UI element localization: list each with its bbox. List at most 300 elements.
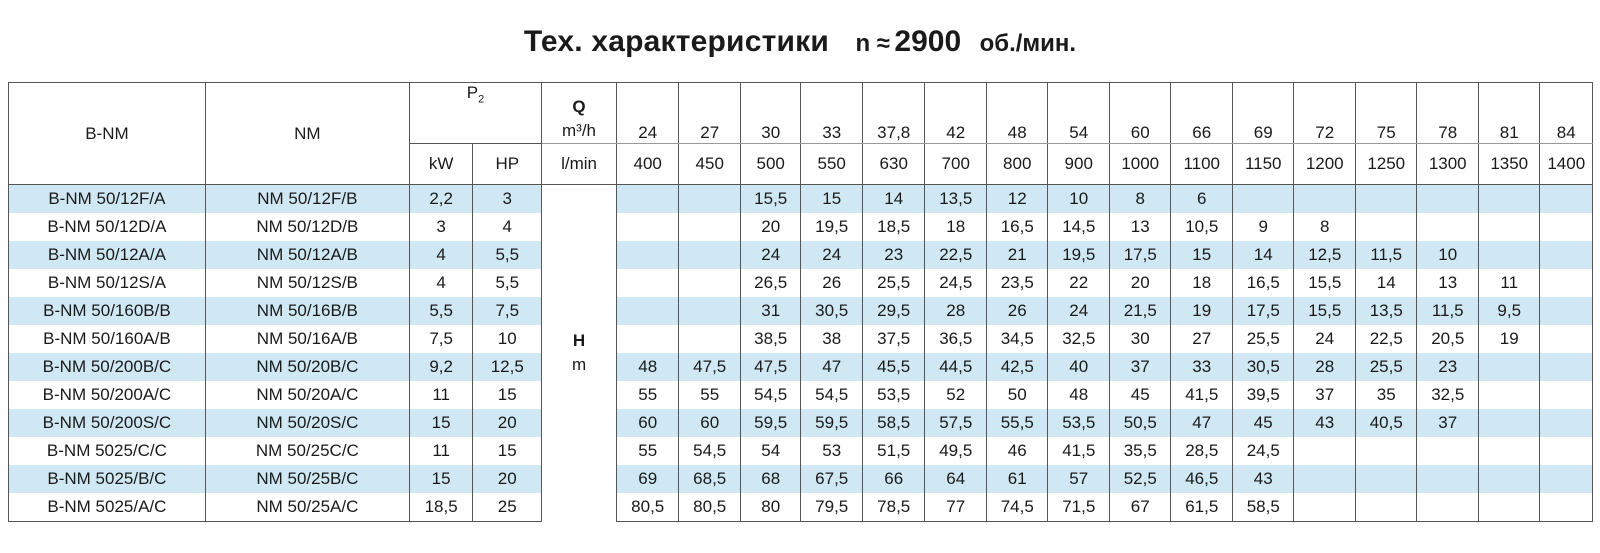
header-p2-sub: 2	[478, 93, 485, 106]
head-value	[1540, 241, 1593, 269]
head-value	[679, 241, 741, 269]
power-hp: 5,5	[473, 241, 542, 269]
flow-m3h-4: 37,8	[862, 83, 925, 144]
head-value: 50	[986, 381, 1048, 409]
head-value: 78,5	[862, 493, 925, 522]
head-value: 80,5	[679, 493, 741, 522]
head-value	[1294, 493, 1356, 522]
head-value: 55	[616, 381, 679, 409]
head-value: 18	[1171, 269, 1233, 297]
head-value	[1540, 297, 1593, 325]
head-value: 14,5	[1048, 213, 1110, 241]
table-row	[9, 353, 1593, 381]
power-kw: 18,5	[409, 493, 473, 522]
flow-lmin-4: 630	[862, 144, 925, 185]
header-bnm: B-NM	[9, 83, 206, 185]
flow-lmin-14: 1350	[1478, 144, 1540, 185]
head-value: 30,5	[1232, 353, 1294, 381]
head-value: 33	[1171, 353, 1233, 381]
model-bnm: B-NM 50/200A/C	[9, 381, 206, 409]
head-value	[1355, 213, 1417, 241]
head-value: 20	[1109, 269, 1171, 297]
head-value	[616, 297, 679, 325]
head-value: 10	[1048, 185, 1110, 214]
flow-m3h-7: 54	[1048, 83, 1110, 144]
model-nm: NM 50/16A/B	[205, 325, 409, 353]
model-nm: NM 50/20A/C	[205, 381, 409, 409]
flow-lmin-9: 1100	[1171, 144, 1233, 185]
head-value: 77	[925, 493, 987, 522]
head-value: 48	[616, 353, 679, 381]
head-value	[679, 325, 741, 353]
head-value: 59,5	[740, 409, 800, 437]
head-value: 13	[1109, 213, 1171, 241]
head-value: 30	[1109, 325, 1171, 353]
head-value: 39,5	[1232, 381, 1294, 409]
head-value: 47	[801, 353, 863, 381]
power-hp: 20	[473, 409, 542, 437]
spec-table-body	[9, 185, 1593, 522]
head-value: 24	[1294, 325, 1356, 353]
head-value	[1417, 213, 1479, 241]
power-hp: 5,5	[473, 269, 542, 297]
header-q-unit-lmin: l/min	[542, 144, 617, 185]
head-value: 21	[986, 241, 1048, 269]
head-value: 38,5	[740, 325, 800, 353]
head-value	[679, 297, 741, 325]
power-kw: 3	[409, 213, 473, 241]
power-kw: 2,2	[409, 185, 473, 214]
head-value: 32,5	[1417, 381, 1479, 409]
head-value: 19,5	[801, 213, 863, 241]
head-value: 12,5	[1294, 241, 1356, 269]
model-bnm: B-NM 50/200S/C	[9, 409, 206, 437]
flow-m3h-13: 78	[1417, 83, 1479, 144]
head-value	[1355, 185, 1417, 214]
head-value: 29,5	[862, 297, 925, 325]
head-value	[1417, 493, 1479, 522]
spec-table	[8, 82, 1593, 522]
head-value: 14	[1232, 241, 1294, 269]
table-row	[9, 465, 1593, 493]
power-kw: 15	[409, 465, 473, 493]
head-value: 31	[740, 297, 800, 325]
head-value: 58,5	[862, 409, 925, 437]
head-value: 55,5	[986, 409, 1048, 437]
model-bnm: B-NM 50/12S/A	[9, 269, 206, 297]
head-value: 44,5	[925, 353, 987, 381]
head-value: 53	[801, 437, 863, 465]
head-value: 27	[1171, 325, 1233, 353]
header-q-label: Q	[572, 97, 586, 116]
head-value: 23,5	[986, 269, 1048, 297]
power-kw: 5,5	[409, 297, 473, 325]
head-value: 45	[1232, 409, 1294, 437]
head-value: 26,5	[740, 269, 800, 297]
head-value: 14	[862, 185, 925, 214]
head-value: 42,5	[986, 353, 1048, 381]
head-value: 36,5	[925, 325, 987, 353]
flow-m3h-2: 30	[740, 83, 800, 144]
model-bnm: B-NM 5025/C/C	[9, 437, 206, 465]
head-value	[616, 185, 679, 214]
head-value	[1355, 465, 1417, 493]
power-kw: 4	[409, 269, 473, 297]
model-nm: NM 50/25A/C	[205, 493, 409, 522]
flow-m3h-3: 33	[801, 83, 863, 144]
head-value: 58,5	[1232, 493, 1294, 522]
head-value	[1540, 409, 1593, 437]
head-value: 41,5	[1048, 437, 1110, 465]
page-title	[0, 0, 1600, 84]
head-value	[616, 325, 679, 353]
head-value	[1478, 437, 1540, 465]
head-value: 13	[1417, 269, 1479, 297]
model-bnm: B-NM 50/160B/B	[9, 297, 206, 325]
head-value: 37,5	[862, 325, 925, 353]
head-value: 18	[925, 213, 987, 241]
flow-lmin-15: 1400	[1540, 144, 1593, 185]
head-value: 30,5	[801, 297, 863, 325]
header-q	[542, 83, 617, 144]
power-hp: 3	[473, 185, 542, 214]
model-bnm: B-NM 5025/B/C	[9, 465, 206, 493]
head-value: 22	[1048, 269, 1110, 297]
table-row	[9, 241, 1593, 269]
head-value	[679, 185, 741, 214]
head-value: 8	[1294, 213, 1356, 241]
head-value	[1478, 213, 1540, 241]
head-value: 80	[740, 493, 800, 522]
flow-lmin-0: 400	[616, 144, 679, 185]
head-value: 45,5	[862, 353, 925, 381]
head-value: 28	[925, 297, 987, 325]
head-value: 47,5	[740, 353, 800, 381]
header-p2-label: P	[466, 83, 479, 102]
head-value	[1232, 185, 1294, 214]
head-value: 34,5	[986, 325, 1048, 353]
head-value: 15,5	[740, 185, 800, 214]
head-value: 19,5	[1048, 241, 1110, 269]
head-value: 15,5	[1294, 297, 1356, 325]
model-bnm: B-NM 5025/A/C	[9, 493, 206, 522]
head-value: 11,5	[1355, 241, 1417, 269]
head-value: 47	[1171, 409, 1233, 437]
head-value: 52	[925, 381, 987, 409]
header-nm: NM	[205, 83, 409, 185]
flow-lmin-8: 1000	[1109, 144, 1171, 185]
head-value: 60	[679, 409, 741, 437]
power-hp: 7,5	[473, 297, 542, 325]
head-value: 59,5	[801, 409, 863, 437]
table-row	[9, 213, 1593, 241]
power-hp: 20	[473, 465, 542, 493]
power-hp: 15	[473, 437, 542, 465]
head-value: 35	[1355, 381, 1417, 409]
head-value: 15,5	[1294, 269, 1356, 297]
head-value: 61	[986, 465, 1048, 493]
head-value: 32,5	[1048, 325, 1110, 353]
head-value: 10	[1417, 241, 1479, 269]
head-value: 54,5	[679, 437, 741, 465]
head-value: 40,5	[1355, 409, 1417, 437]
power-kw: 4	[409, 241, 473, 269]
flow-lmin-7: 900	[1048, 144, 1110, 185]
model-nm: NM 50/12S/B	[205, 269, 409, 297]
head-value: 46,5	[1171, 465, 1233, 493]
flow-lmin-13: 1300	[1417, 144, 1479, 185]
head-label: H	[572, 331, 586, 351]
head-value	[1540, 325, 1593, 353]
power-hp: 4	[473, 213, 542, 241]
head-value: 54,5	[740, 381, 800, 409]
head-value	[1540, 185, 1593, 214]
flow-lmin-1: 450	[679, 144, 741, 185]
title-main: Тех. характеристики	[523, 25, 829, 58]
head-value: 54	[740, 437, 800, 465]
table-row	[9, 437, 1593, 465]
head-value: 12	[986, 185, 1048, 214]
head-value	[1540, 437, 1593, 465]
head-value: 46	[986, 437, 1048, 465]
head-value	[1355, 437, 1417, 465]
head-value: 64	[925, 465, 987, 493]
head-value: 14	[1355, 269, 1417, 297]
head-value	[1478, 353, 1540, 381]
flow-m3h-15: 84	[1540, 83, 1593, 144]
head-value: 41,5	[1171, 381, 1233, 409]
power-hp: 10	[473, 325, 542, 353]
model-nm: NM 50/12D/B	[205, 213, 409, 241]
head-value: 45	[1109, 381, 1171, 409]
head-value: 21,5	[1109, 297, 1171, 325]
head-value: 43	[1294, 409, 1356, 437]
power-kw: 11	[409, 437, 473, 465]
head-value	[1478, 465, 1540, 493]
head-value: 55	[679, 381, 741, 409]
head-value	[1478, 241, 1540, 269]
model-nm: NM 50/12A/B	[205, 241, 409, 269]
head-value: 25,5	[1355, 353, 1417, 381]
head-value: 19	[1171, 297, 1233, 325]
head-value: 47,5	[679, 353, 741, 381]
flow-lmin-10: 1150	[1232, 144, 1294, 185]
power-kw: 9,2	[409, 353, 473, 381]
head-value: 8	[1109, 185, 1171, 214]
head-value: 15	[801, 185, 863, 214]
head-value: 40	[1048, 353, 1110, 381]
head-value: 66	[862, 465, 925, 493]
power-kw: 15	[409, 409, 473, 437]
head-value	[679, 213, 741, 241]
head-value: 13,5	[925, 185, 987, 214]
head-value: 37	[1417, 409, 1479, 437]
head-value: 57,5	[925, 409, 987, 437]
head-value: 28,5	[1171, 437, 1233, 465]
head-value: 18,5	[862, 213, 925, 241]
table-row	[9, 381, 1593, 409]
flow-m3h-5: 42	[925, 83, 987, 144]
head-value	[679, 269, 741, 297]
header-p2	[409, 83, 541, 144]
head-value: 24,5	[1232, 437, 1294, 465]
flow-m3h-10: 69	[1232, 83, 1294, 144]
head-value: 57	[1048, 465, 1110, 493]
head-value: 50,5	[1109, 409, 1171, 437]
model-bnm: B-NM 50/160A/B	[9, 325, 206, 353]
head-value	[1417, 437, 1479, 465]
head-value	[616, 269, 679, 297]
flow-m3h-11: 72	[1294, 83, 1356, 144]
flow-lmin-5: 700	[925, 144, 987, 185]
head-value: 53,5	[1048, 409, 1110, 437]
power-kw: 7,5	[409, 325, 473, 353]
table-row	[9, 185, 1593, 214]
model-nm: NM 50/25C/C	[205, 437, 409, 465]
head-value: 43	[1232, 465, 1294, 493]
title-speed-label: n ≈	[855, 30, 890, 57]
head-value: 22,5	[925, 241, 987, 269]
head-value	[616, 241, 679, 269]
flow-m3h-14: 81	[1478, 83, 1540, 144]
head-value	[1417, 465, 1479, 493]
head-value: 61,5	[1171, 493, 1233, 522]
head-value: 35,5	[1109, 437, 1171, 465]
head-value: 24	[1048, 297, 1110, 325]
head-value: 79,5	[801, 493, 863, 522]
head-value: 37	[1109, 353, 1171, 381]
head-value: 67,5	[801, 465, 863, 493]
head-value	[1540, 213, 1593, 241]
model-bnm: B-NM 50/12F/A	[9, 185, 206, 214]
head-value: 49,5	[925, 437, 987, 465]
head-value: 23	[862, 241, 925, 269]
head-value: 23	[1417, 353, 1479, 381]
header-q-unit-m3h: m³/h	[562, 121, 597, 140]
head-value: 17,5	[1109, 241, 1171, 269]
power-hp: 12,5	[473, 353, 542, 381]
flow-m3h-0: 24	[616, 83, 679, 144]
head-value	[616, 213, 679, 241]
flow-m3h-12: 75	[1355, 83, 1417, 144]
power-hp: 25	[473, 493, 542, 522]
head-value: 13,5	[1355, 297, 1417, 325]
table-row	[9, 269, 1593, 297]
flow-lmin-3: 550	[801, 144, 863, 185]
head-value	[1478, 493, 1540, 522]
table-row	[9, 325, 1593, 353]
flow-m3h-8: 60	[1109, 83, 1171, 144]
head-value: 17,5	[1232, 297, 1294, 325]
model-bnm: B-NM 50/12A/A	[9, 241, 206, 269]
header-row-m3h	[9, 83, 1593, 144]
head-value: 28	[1294, 353, 1356, 381]
model-nm: NM 50/20S/C	[205, 409, 409, 437]
head-value	[1540, 269, 1593, 297]
head-value	[1294, 437, 1356, 465]
table-row	[9, 297, 1593, 325]
head-value: 68	[740, 465, 800, 493]
model-nm: NM 50/20B/C	[205, 353, 409, 381]
model-bnm: B-NM 50/200B/C	[9, 353, 206, 381]
flow-m3h-1: 27	[679, 83, 741, 144]
head-value: 11,5	[1417, 297, 1479, 325]
head-value: 55	[616, 437, 679, 465]
head-value: 6	[1171, 185, 1233, 214]
head-value: 26	[801, 269, 863, 297]
head-value: 19	[1478, 325, 1540, 353]
head-value: 60	[616, 409, 679, 437]
title-speed-value: 2900	[894, 25, 962, 58]
head-value: 16,5	[986, 213, 1048, 241]
flow-lmin-12: 1250	[1355, 144, 1417, 185]
head-value: 22,5	[1355, 325, 1417, 353]
head-label-cell	[542, 185, 617, 522]
head-value: 48	[1048, 381, 1110, 409]
head-value: 51,5	[862, 437, 925, 465]
head-value: 16,5	[1232, 269, 1294, 297]
head-value	[1478, 381, 1540, 409]
flow-lmin-6: 800	[986, 144, 1048, 185]
head-value: 24	[740, 241, 800, 269]
model-bnm: B-NM 50/12D/A	[9, 213, 206, 241]
power-hp: 15	[473, 381, 542, 409]
head-value: 25,5	[1232, 325, 1294, 353]
head-value	[1294, 185, 1356, 214]
flow-lmin-11: 1200	[1294, 144, 1356, 185]
head-unit: m	[571, 355, 587, 375]
head-value: 54,5	[801, 381, 863, 409]
head-value: 74,5	[986, 493, 1048, 522]
table-row	[9, 409, 1593, 437]
head-value	[1540, 493, 1593, 522]
model-nm: NM 50/16B/B	[205, 297, 409, 325]
title-speed-unit: об./мин.	[979, 30, 1077, 57]
head-value: 52,5	[1109, 465, 1171, 493]
head-value: 20	[740, 213, 800, 241]
head-value: 15	[1171, 241, 1233, 269]
head-value: 26	[986, 297, 1048, 325]
head-value	[1355, 493, 1417, 522]
head-value: 53,5	[862, 381, 925, 409]
power-kw: 11	[409, 381, 473, 409]
head-value	[1478, 185, 1540, 214]
head-value	[1540, 381, 1593, 409]
head-value	[1478, 409, 1540, 437]
head-value: 24	[801, 241, 863, 269]
head-value: 9	[1232, 213, 1294, 241]
head-value: 69	[616, 465, 679, 493]
head-value: 9,5	[1478, 297, 1540, 325]
head-value: 80,5	[616, 493, 679, 522]
head-value: 67	[1109, 493, 1171, 522]
flow-m3h-6: 48	[986, 83, 1048, 144]
head-value: 71,5	[1048, 493, 1110, 522]
head-value: 20,5	[1417, 325, 1479, 353]
head-value: 37	[1294, 381, 1356, 409]
head-value	[1417, 185, 1479, 214]
header-kw: kW	[409, 144, 473, 185]
head-value: 24,5	[925, 269, 987, 297]
head-value: 25,5	[862, 269, 925, 297]
head-value	[1540, 353, 1593, 381]
table-row	[9, 493, 1593, 522]
flow-m3h-9: 66	[1171, 83, 1233, 144]
model-nm: NM 50/12F/B	[205, 185, 409, 214]
head-value	[1294, 465, 1356, 493]
head-value: 11	[1478, 269, 1540, 297]
head-value	[1540, 465, 1593, 493]
